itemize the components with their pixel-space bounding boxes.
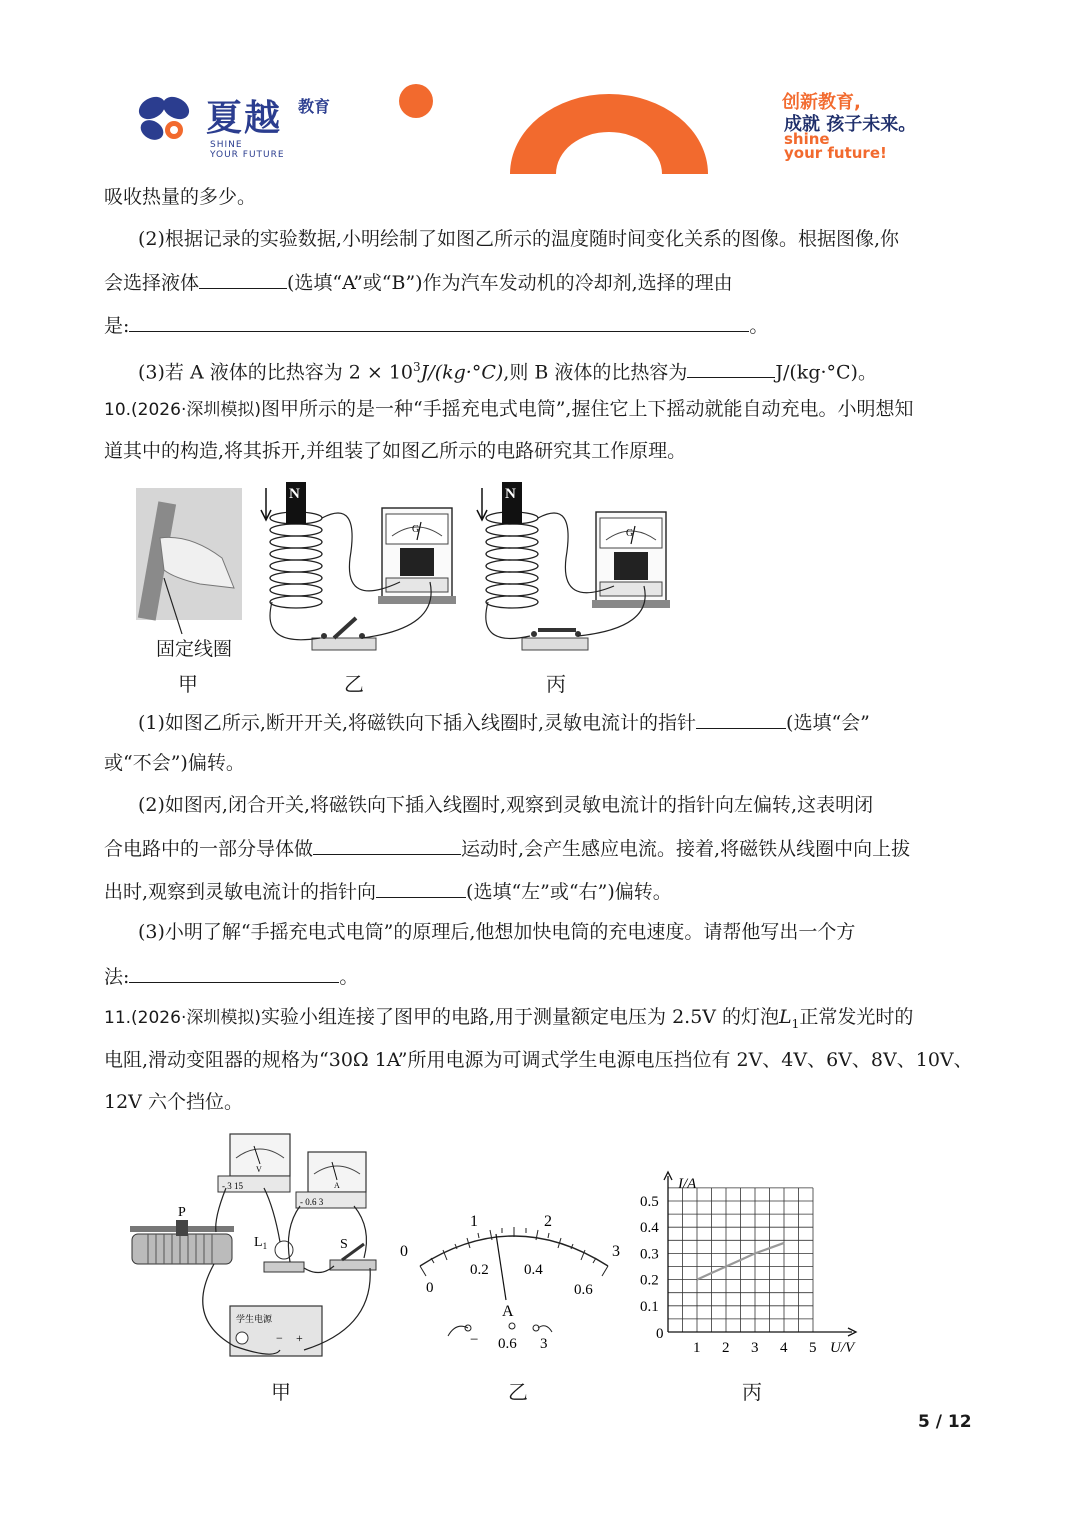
q11-lamp-var: L [779,1006,792,1028]
y-tick-label: 0.2 [640,1272,659,1289]
q11-circuit-figure [124,1128,390,1368]
brand-subname: 教育 [298,97,331,116]
brand-logo-icon [134,94,194,144]
q10-part3-line1: (3)小明了解“手摇充电式电筒”的原理后,他想加快电筒的充电速度。请帮他写出一个方 [138,921,856,943]
q11-caption-jia: 甲 [271,1380,291,1404]
dial-bottom-04: 0.4 [524,1262,543,1278]
y-tick-label: 0.1 [640,1298,659,1315]
q10-part3-line2 [104,964,358,988]
x-tick-label: 3 [751,1340,759,1356]
galvanometer-yi [378,508,456,604]
dial-top-3: 3 [612,1243,620,1260]
voltmeter-label: V [256,1165,262,1174]
power-minus-label: − [276,1331,283,1345]
q11-number: 11. [104,1008,132,1028]
dial-unit-label: A [502,1303,514,1320]
x-tick-label: 1 [693,1340,701,1356]
power-supply-label: 学生电源 [236,1314,273,1324]
q11-stem-line3: 12V 六个挡位。 [104,1091,243,1113]
x-tick-label: 5 [809,1340,817,1356]
q10-coil-label: 固定线圈 [156,638,233,660]
q10-part1-text: (选填“会” [786,712,870,734]
q9-part3-text: J/(kg·°C)。 [775,361,877,384]
dial-terminal-3: 3 [540,1336,548,1352]
power-plus-label: + [296,1331,303,1345]
q9-part2-text: 。 [749,315,769,337]
q11-iu-chart [636,1170,872,1360]
down-arrow-icon [477,488,487,520]
q9-liquid-blank[interactable] [199,270,287,289]
lamp-label-var: L [254,1235,263,1250]
q9-line0: 吸收热量的多少。 [104,186,257,208]
q11-stem-text: 实验小组连接了图甲的电路,用于测量额定电压为 2.5V 的灯泡 [260,1006,780,1028]
q10-deflect-blank[interactable] [696,710,786,729]
q10-part1-line1 [138,710,870,734]
q10-part2-text: 合电路中的一部分导体做 [104,838,314,860]
q9-part3-text: ,则 B 液体的比热容为 [503,361,688,384]
lamp-label-sub: 1 [262,1241,268,1251]
y-tick-label: 0.5 [640,1194,659,1210]
q9-part2-text: 会选择液体 [104,272,200,294]
switch-yi [312,618,376,650]
dial-top-1: 1 [470,1213,478,1230]
dial-bottom-02: 0.2 [470,1262,489,1278]
dial-bottom-0: 0 [426,1280,434,1296]
slogan-line1: 创新教育, [782,92,861,113]
x-axis-label: U/V [830,1340,855,1356]
q9-part3-text: (3)若 A 液体的比热容为 2 × 10 [138,361,414,384]
q10-source: (2026·深圳模拟) [131,400,261,420]
rheostat-slider-label: P [178,1205,186,1220]
q10-method-blank[interactable] [129,964,339,983]
galvanometer-label: G [626,528,634,539]
dial-terminal-06: 0.6 [498,1336,517,1352]
flashlight-photo [136,488,242,634]
x-tick-label: 4 [780,1340,788,1356]
q11-stem-text: 正常发光时的 [799,1006,914,1028]
q10-part2-text: 运动时,会产生感应电流。接着,将磁铁从线圈中向上拔 [461,838,911,860]
q10-caption-yi: 乙 [344,672,364,696]
y-tick-label: 0.4 [640,1220,659,1237]
x-tick-label: 2 [722,1340,730,1356]
page-number: 5 / 12 [918,1412,972,1432]
q11-lamp-sub: 1 [791,1016,800,1031]
q11-stem-line1 [104,1006,913,1035]
dial-top-2: 2 [544,1213,552,1230]
q10-part1-text: (1)如图乙所示,断开开关,将磁铁向下插入线圈时,灵敏电流计的指针 [138,712,697,734]
q9-part2-line1: (2)根据记录的实验数据,小明绘制了如图乙所示的温度随时间变化关系的图像。根据图像,你 [138,228,899,250]
ammeter-label: A [334,1181,340,1190]
magnet-pole-label: N [289,486,300,502]
header [0,80,1080,180]
brand-en-line2: YOUR FUTURE [210,150,285,160]
q10-direction-blank[interactable] [376,879,466,898]
q9-unit: J/(kg·°C) [420,361,504,384]
q10-stem-line1 [104,398,913,421]
switch-bing [522,630,588,650]
q11-ammeter-dial [396,1204,632,1360]
q10-motion-blank[interactable] [313,836,461,855]
q11-stem-line2: 电阻,滑动变阻器的规格为“30Ω 1A”所用电源为可调式学生电源电压挡位有 2V、4V、6V、8V、10V、 [104,1049,973,1071]
dial-bottom-06: 0.6 [574,1282,593,1298]
q9-specific-heat-blank[interactable] [687,359,775,378]
q10-part2-text: (选填“左”或“右”)偏转。 [466,881,672,903]
dial-pointer [496,1234,506,1300]
galvanometer-label: G [412,524,420,535]
q9-part2-line2 [104,270,733,294]
q10-caption-jia: 甲 [178,672,198,696]
q10-number: 10. [104,400,132,420]
slogan-line2: 成就 孩子未来。 [784,114,917,135]
q9-part3-line [138,356,877,383]
dial-top-0: 0 [400,1243,408,1260]
q10-part3-text: 。 [339,966,359,988]
q9-part2-line3 [104,313,768,337]
down-arrow-icon [261,488,271,520]
decorative-circle-icon [396,84,436,118]
y-tick-label: 0.3 [640,1246,659,1263]
dial-terminal-minus: − [470,1332,479,1348]
slogan-line3: shine [784,130,830,148]
q9-reason-blank[interactable] [129,313,749,332]
galvanometer-bing [592,512,670,608]
decorative-arc-icon [510,94,708,174]
q9-part2-text: (选填“A”或“B”)作为汽车发动机的冷却剂,选择的理由 [287,272,733,294]
q10-part3-text: 法: [104,966,130,988]
origin-label: 0 [656,1326,664,1342]
q10-part1-line2: 或“不会”)偏转。 [104,752,245,774]
switch-label: S [340,1237,348,1252]
q10-part2-text: 出时,观察到灵敏电流计的指针向 [104,881,377,903]
q9-exponent: 3 [413,360,421,374]
brand-en-line1: SHINE [210,140,243,150]
q10-part2-line3 [104,879,672,903]
q9-part2-text: 是: [104,315,130,337]
q11-caption-yi: 乙 [508,1380,528,1404]
q10-part2-line2 [104,836,910,860]
ammeter-terminals: - 0.6 3 [300,1197,324,1207]
q10-stem-text: 图甲所示的是一种“手摇充电式电筒”,握住它上下摇动就能自动充电。小明想知 [260,398,914,420]
dial-ticks [420,1227,608,1276]
q11-source: (2026·深圳模拟) [131,1008,261,1028]
voltmeter-terminals: - 3 15 [222,1181,243,1191]
slogan-line4: your future! [784,144,887,162]
q10-part2-line1: (2)如图丙,闭合开关,将磁铁向下插入线圈时,观察到灵敏电流计的指针向左偏转,这表明闭 [138,794,874,816]
q10-caption-bing: 丙 [546,672,566,696]
y-axis-label: I/A [678,1176,697,1192]
magnet-pole-label: N [505,486,516,502]
q10-stem-line2: 道其中的构造,将其拆开,并组装了如图乙所示的电路研究其工作原理。 [104,440,687,462]
coil-bing [486,512,538,608]
coil-yi [270,512,322,608]
lamp-label [254,1235,267,1251]
brand-name: 夏越 [206,98,283,139]
q11-caption-bing: 丙 [742,1380,762,1404]
